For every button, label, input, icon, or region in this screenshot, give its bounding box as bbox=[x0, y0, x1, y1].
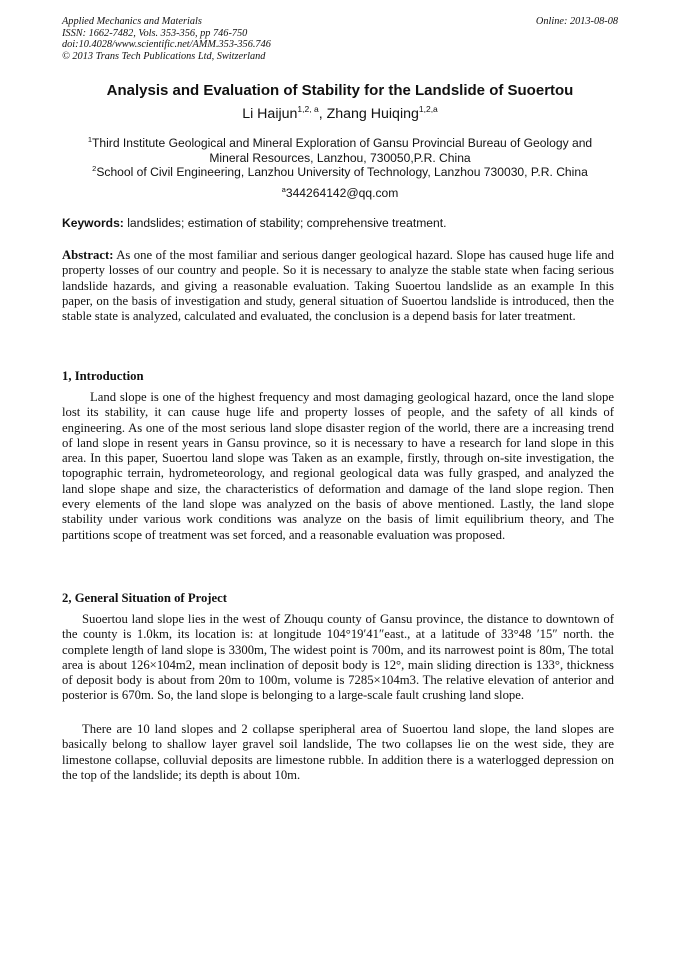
affiliation-marker: 2 bbox=[92, 164, 97, 173]
email-address[interactable]: 344264142@qq.com bbox=[285, 186, 399, 200]
paper-title: Analysis and Evaluation of Stability for the Landslide of Suoertou bbox=[106, 82, 574, 99]
affiliation-2 bbox=[62, 161, 618, 180]
affiliation-text: Third Institute Geological and Mineral Exploration of Gansu Provincial Bureau of Geology and bbox=[92, 136, 593, 150]
author-separator: , bbox=[318, 106, 327, 122]
affiliation-marker: 1 bbox=[87, 135, 92, 144]
section-paragraph: Land slope is one of the highest frequency and most damaging geological hazard, once the land slope lost its stability, it can cause huge life and property losses of people, and the safety of all kinds of engineering. As one of the most serious land slope disaster region of the world, there are a increasing trend of land slope in resent years in Gansu province, so it is necessary to have a research for land slope in this area. In this paper, Suoertou land slope was Taken as an example, firstly, through on-site investigation, the topographic terrain, hydrometeorology, and regional geological data was fully grasped, and analyzed the land slope shape and size, the characteristics of deformation and damage of the land slope region. Then every elements of the land slope was analyzed on the basis of above mentioned. Lastly, the land slope stability under various work conditions was analyze on the basis of limit equilibrium theory, and The partitions scope of treatment was set forced, and a reasonable evaluation was proposed. bbox=[62, 390, 614, 542]
abstract-label: Abstract: bbox=[62, 248, 114, 262]
author-superscript: 1,2, a bbox=[297, 104, 319, 114]
email-marker: a bbox=[281, 185, 286, 194]
abstract bbox=[62, 248, 614, 324]
author-list bbox=[62, 104, 618, 122]
section-paragraph: Suoertou land slope lies in the west of Zhouqu county of Gansu province, the distance to downtown of the county is 1.0km, its location is: at longitude 104°19′41″east., at a latitude of 33°48 ′15″ north. the complete length of land slope is 3300m, The widest point is 700m, and its narrowest point is 80m, The total area is about 126×104m2, mean inclination of deposit body is 12°, main sliding direction is 133°, thickness of deposit body is about from 20m to 100m, volume is 7285×104m3. The relative elevation of anterior and posterior is 670m. So, the land slope is belonging to a large-scale fault crushing land slope. bbox=[62, 612, 614, 703]
author-name: Li Haijun bbox=[242, 106, 298, 122]
section-heading: 2, General Situation of Project bbox=[62, 591, 228, 605]
keywords bbox=[62, 216, 618, 230]
section-paragraph: There are 10 land slopes and 2 collapse speripheral area of Suoertou land slope, the land slopes are basically belong to shallow layer gravel soil landslide, The two collapses lie on the west side, they are limestone collapse, colluvial deposits are limestone rubble. In addition there is a waterlogged depression on the top of the landslide; its depth is about 10m. bbox=[62, 722, 614, 782]
doi-line[interactable]: doi:10.4028/www.scientific.net/AMM.353-356.746 bbox=[62, 39, 271, 50]
affiliation-text: School of Civil Engineering, Lanzhou University of Technology, Lanzhou 730030, P.R. China bbox=[96, 165, 588, 179]
keywords-text: landslides; estimation of stability; comprehensive treatment. bbox=[123, 216, 447, 230]
keywords-label: Keywords: bbox=[62, 216, 124, 230]
email-line bbox=[62, 182, 618, 201]
affiliation-text: Mineral Resources, Lanzhou, 730050,P.R. China bbox=[209, 151, 471, 165]
issn-line: ISSN: 1662-7482, Vols. 353-356, pp 746-750 bbox=[62, 27, 248, 39]
abstract-text: As one of the most familiar and serious danger geological hazard. Slope has caused huge life and property losses of our country and people. So it is necessary to analyze the stable state when facing serious landslide hazards, and giving a reasonable evaluation. Taking Suoertou landslide as an example In this paper, on the basis of investigation and study, general situation of Suoertou landslide is introduced, then the stable state is analyzed, calculated and evaluated, the conclusion is a depend basis for later treatment. bbox=[62, 248, 614, 324]
running-header bbox=[62, 16, 618, 62]
author-superscript: 1,2,a bbox=[418, 104, 438, 114]
copyright-line: © 2013 Trans Tech Publications Ltd, Switzerland bbox=[62, 50, 266, 62]
journal-name: Applied Mechanics and Materials bbox=[62, 16, 202, 27]
author-name: Zhang Huiqing bbox=[326, 106, 419, 122]
online-date: Online: 2013-08-08 bbox=[535, 16, 618, 27]
section-heading: 1, Introduction bbox=[62, 369, 144, 383]
